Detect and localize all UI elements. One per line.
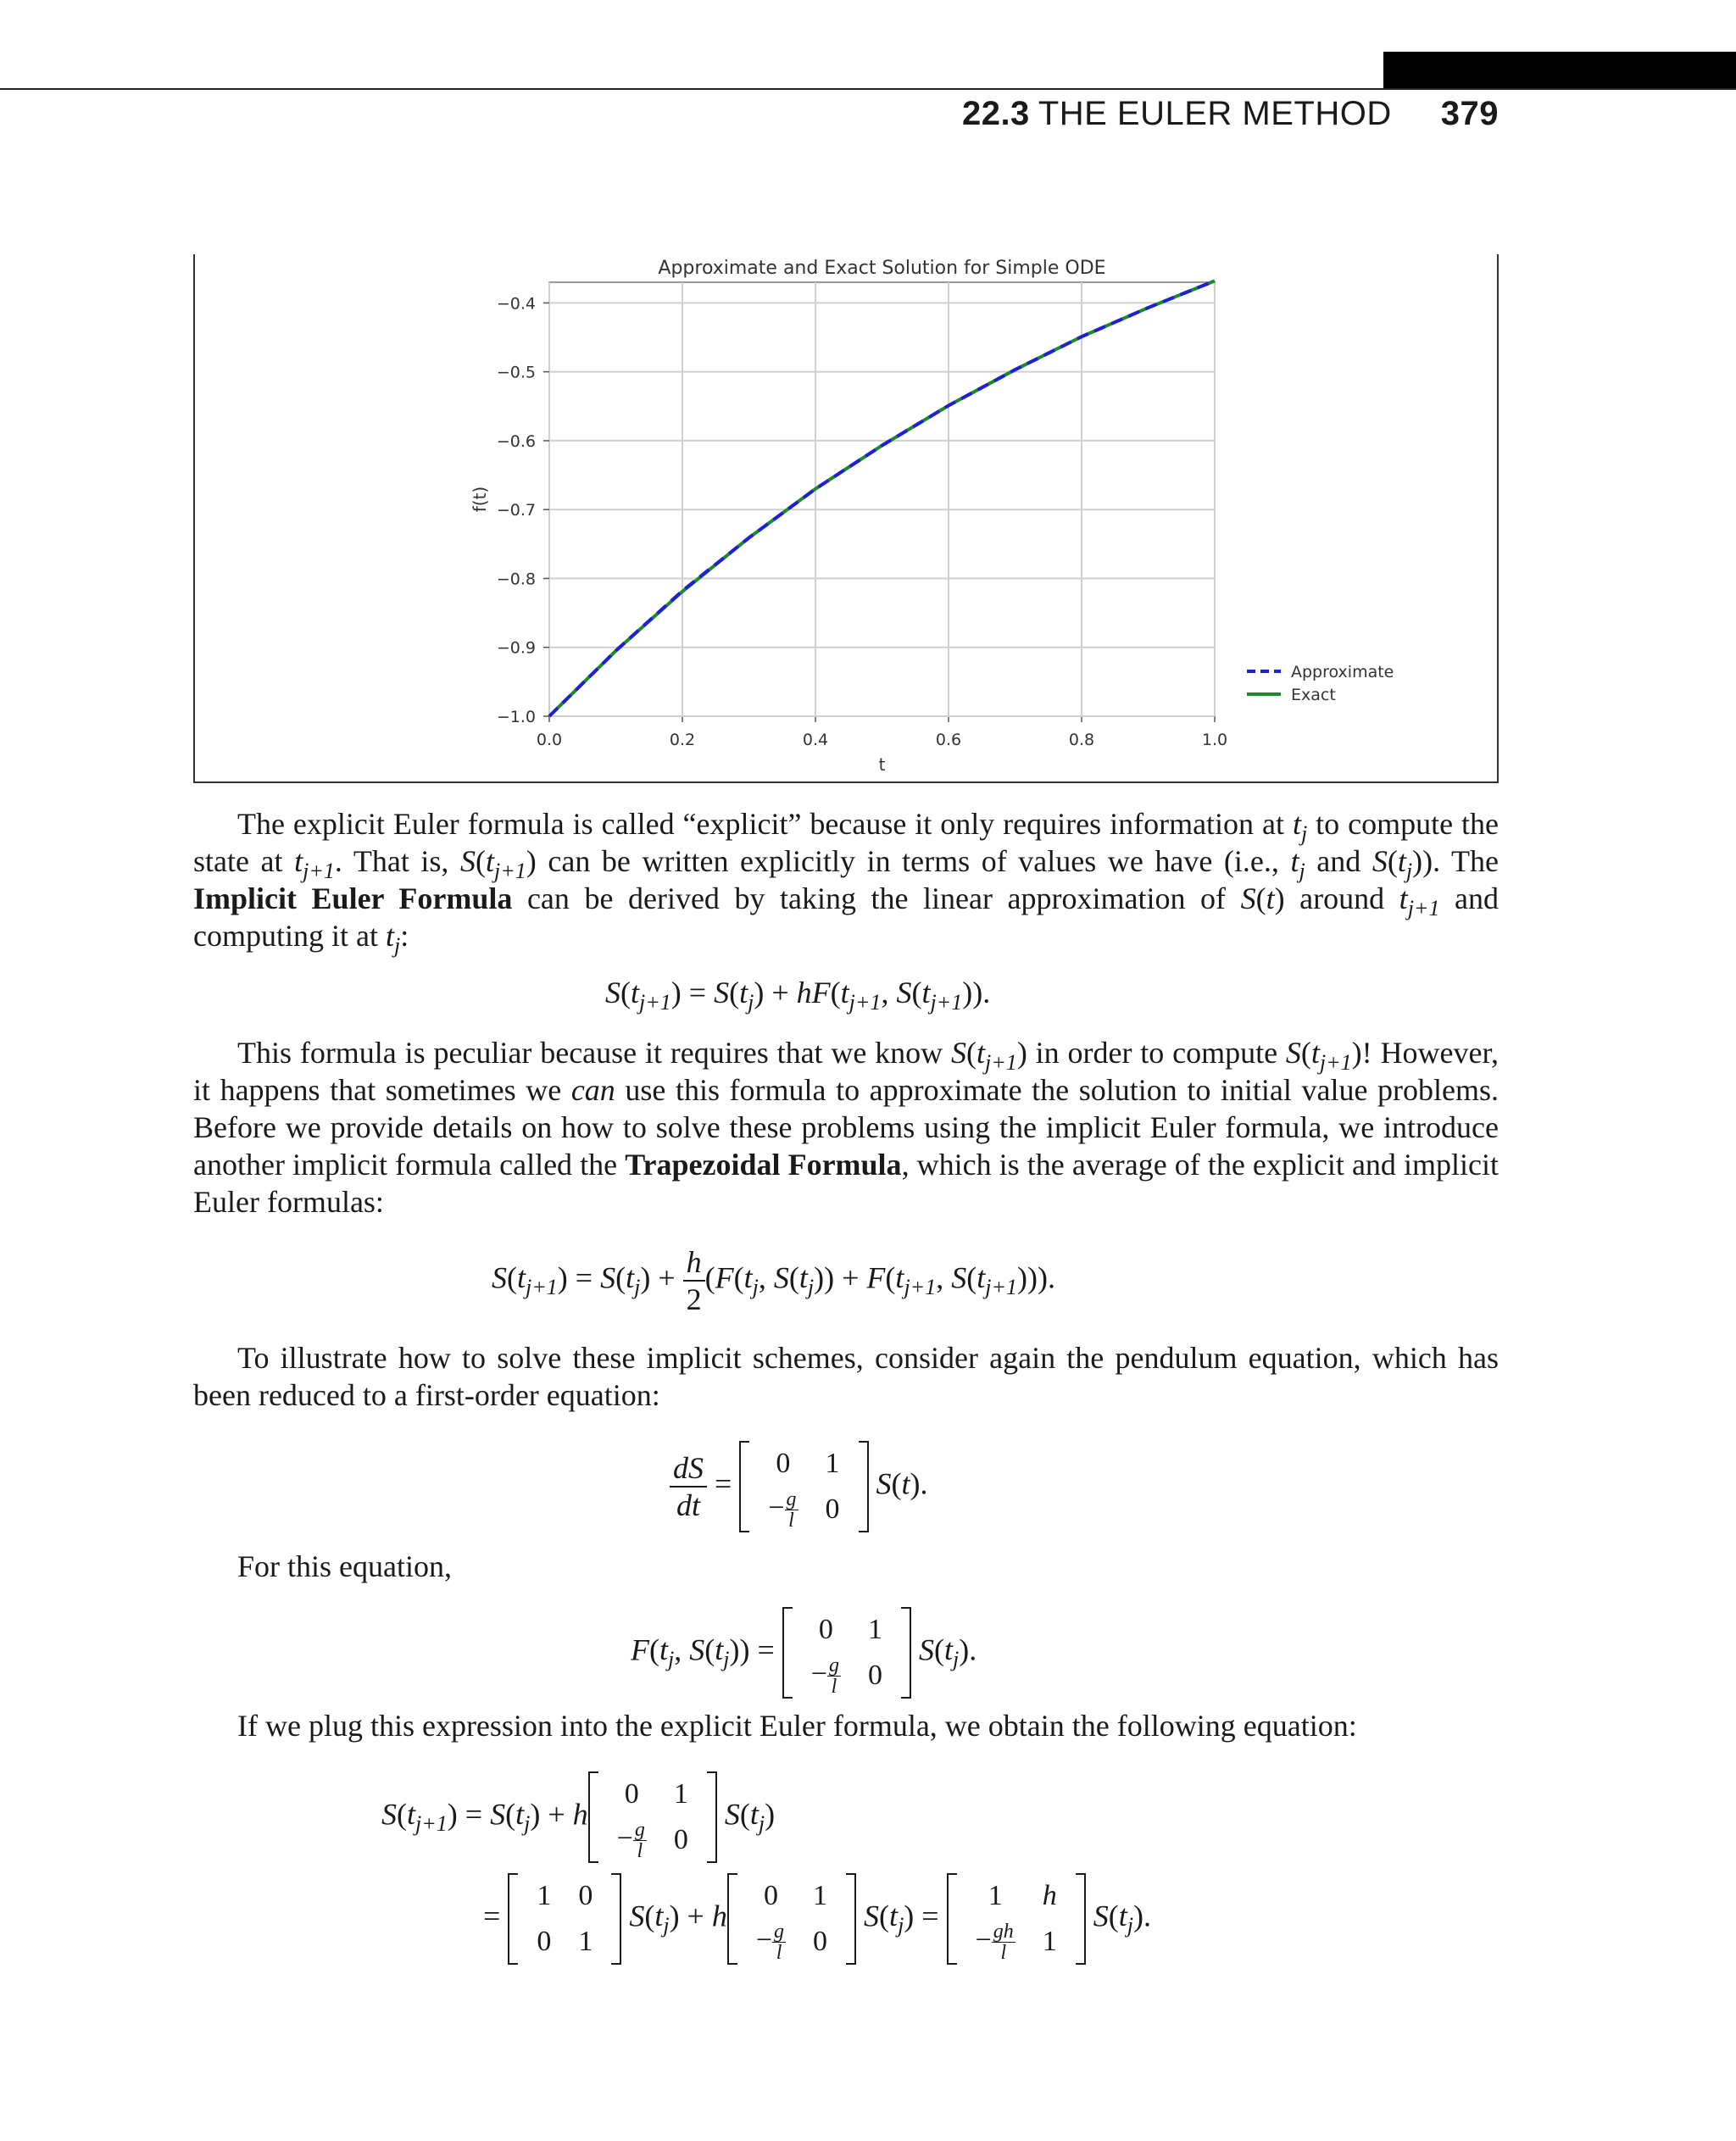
x-tick-label: 0.4 — [802, 731, 829, 749]
p4-text: For this equation, — [237, 1549, 452, 1583]
paragraph-1: The explicit Euler formula is called “explicit” because it only requires information at $t_j$ to compute the state at $t_{j+1}$. That is, $S(t_{j+1})$ can be written explicitly in terms of values we have (i.e., $t_j$ and $S(t_j)$). The Implicit Euler Formula can be derived by taking the linear approximation of S(t) around $t_{j+1}$ and computing it at $t_j$: — [193, 807, 1499, 958]
x-axis-label: t — [878, 754, 886, 775]
p1-text-f: ). The — [1422, 844, 1499, 878]
p1-text-i: and computing it at — [193, 881, 1499, 953]
y-tick-label: −1.0 — [496, 708, 536, 726]
equation-explicit-line1: $S(t_{j+1}) = S(t_j) + h$ 0 1 − $\frac{g}{l}$ 0 $S(t_j)$ — [381, 1771, 775, 1863]
paragraph-5 — [193, 1707, 1499, 1744]
math-tj1: $t_{j+1}$ — [294, 844, 335, 883]
y-tick-label: −0.9 — [496, 638, 536, 658]
y-tick-label: −0.8 — [496, 570, 536, 589]
running-head — [962, 95, 1499, 133]
x-tick-label: 1.0 — [1201, 731, 1228, 749]
p2-text-b: in order to compute — [1027, 1036, 1286, 1070]
section-title: THE EULER METHOD — [1038, 95, 1392, 132]
p1-text-c: . That is, — [334, 844, 460, 878]
x-tick-label: 0.6 — [935, 731, 962, 749]
x-tick-label: 0.8 — [1068, 731, 1095, 749]
equation-pendulum: $\frac{dS}{dt}$ = 0 1 − $\frac{g}{l}$ 0 S(t). — [670, 1441, 928, 1532]
paragraph-4 — [193, 1548, 1499, 1585]
p2-emph-can: can — [570, 1073, 615, 1107]
p5-text: If we plug this expression into the explicit Euler formula, we obtain the following equation: — [237, 1709, 1357, 1743]
y-tick-label: −0.5 — [496, 363, 536, 382]
p2-text-a: This formula is peculiar because it requires that we know — [237, 1036, 952, 1070]
paragraph-2: This formula is peculiar because it requires that we know $S(t_{j+1})$ in order to compute $S(t_{j+1})$! However, it happens that sometimes we can use this formula to approximate the solution to initial value problems. Before we provide details on how to solve these problems using the implicit Euler formula, we introduce another implicit formula called the Trapezoidal Formula, which is the average of the explicit and implicit Euler formulas: — [193, 1036, 1499, 1219]
legend-label-exact: Exact — [1291, 686, 1336, 704]
p2-text-e: , which is the average of the explicit and implicit Euler formulas: — [193, 1148, 1499, 1219]
p1-text-e: and — [1305, 844, 1372, 878]
plot-area — [549, 282, 1215, 716]
p2-text-d: use this formula to approximate the solution to initial value problems. Before we provide details on how to solve these problems using the implicit Euler formula, we introduce another implicit formula called the — [193, 1073, 1499, 1182]
p1-text-h: around — [1284, 881, 1399, 915]
math-tj: $t_j$ — [1292, 807, 1308, 846]
p1-text-d: can be written explicitly in terms of values we have (i.e., — [536, 844, 1291, 878]
term-implicit-euler: Implicit Euler Formula — [193, 881, 513, 915]
legend-label-approximate: Approximate — [1291, 663, 1394, 681]
header-rule — [0, 88, 1736, 90]
x-tick-label: 0.0 — [536, 731, 563, 749]
paragraph-3 — [193, 1339, 1499, 1414]
p1-text-a: The explicit Euler formula is called “explicit” because it only requires information at — [237, 807, 1293, 841]
y-tick-label: −0.7 — [496, 501, 536, 520]
equation-explicit-line2: = 1 0 0 1 $S(t_j) + h$ 0 1 − $\frac{g}{l}$ 0 $S(t_j)$ = 1 h − $\frac{gh}{l}$ 1 $S(t_j)$. — [483, 1873, 1151, 1965]
chart-title: Approximate and Exact Solution for Simple ODE — [658, 258, 1106, 279]
math-s-tj1: S — [460, 844, 476, 878]
y-axis-label: f(t) — [470, 486, 490, 513]
x-tick-label: 0.2 — [669, 731, 696, 749]
equation-F: $F(t_j$, $S(t_j)$) = 0 1 − $\frac{g}{l}$ 0 $S(t_j)$. — [631, 1607, 976, 1699]
y-tick-label: −0.4 — [496, 294, 536, 314]
p1-text-g: can be derived by taking the linear approximation of — [512, 881, 1241, 915]
equation-trapezoidal: $S(t_{j+1}) = S(t_j)$ + $\frac{h}{2}$ ($F(t_j$, $S(t_j)) + F(t_{j+1}$, $S(t_{j+1})$)). — [492, 1245, 1055, 1316]
page-number: 379 — [1440, 95, 1499, 132]
y-tick-label: −0.6 — [496, 431, 536, 451]
header-tab-bar — [1383, 52, 1736, 89]
p1-text-b: to compute the state at — [193, 807, 1499, 878]
term-trapezoidal: Trapezoidal Formula — [625, 1148, 902, 1182]
p3-text: To illustrate how to solve these implicit schemes, consider again the pendulum equation, which has been reduced to a first-order equation: — [193, 1341, 1499, 1412]
section-number: 22.3 — [961, 95, 1030, 132]
p2-text-c: ! However, it happens that sometimes we — [193, 1036, 1499, 1107]
equation-implicit-euler: $S(t_{j+1}) = S(t_j) + hF(t_{j+1}$, $S(t_{j+1})$). — [605, 976, 991, 1015]
euler-chart — [193, 254, 1499, 780]
